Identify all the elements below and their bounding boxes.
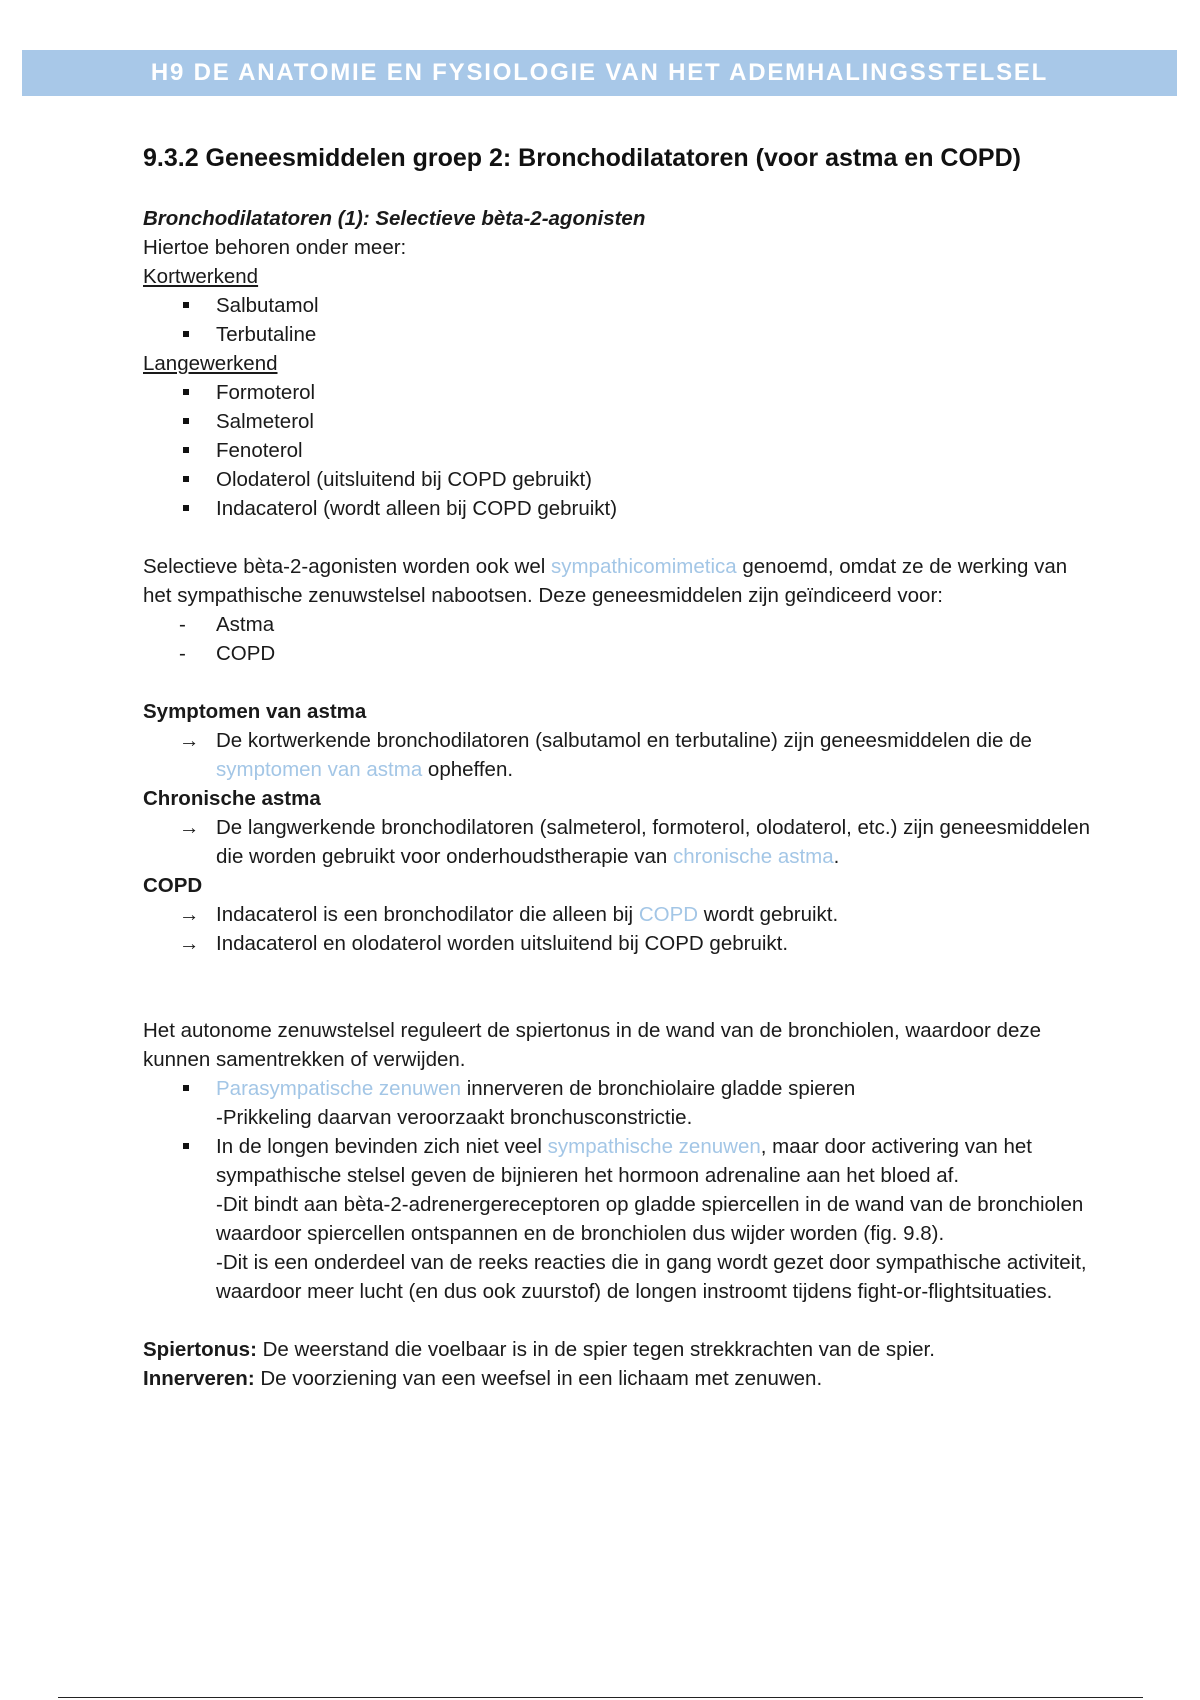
definition-innerveren: Innerveren: De voorziening van een weefsel in een lichaam met zenuwen. (143, 1367, 823, 1390)
highlight-term: COPD (638, 903, 699, 926)
chronic-heading: Chronische astma (143, 787, 321, 810)
highlight-term: sympathische zenuwen (547, 1135, 761, 1158)
arrow-icon: → (179, 816, 200, 839)
list-item: Salmeterol (143, 407, 1093, 436)
page-content (143, 140, 1093, 1393)
sympathicomimetica-paragraph: Selectieve bèta-2-agonisten worden ook wel sympathicomimetica genoemd, omdat ze de werking van het sympathische zenuwstelsel nabootsen. Deze geneesmiddelen zijn geïndiceerd voor: (143, 555, 1068, 607)
list-item: Indacaterol (wordt alleen bij COPD gebruikt) (143, 494, 1093, 523)
long-acting-label: Langewerkend (143, 352, 278, 375)
list-item: - Astma (179, 613, 275, 636)
subsection-title: Bronchodilatatoren (1): Selectieve bèta-2-agonisten (143, 207, 646, 230)
long-acting-list (143, 378, 1093, 523)
symptoms-heading: Symptomen van astma (143, 700, 367, 723)
list-item: → De kortwerkende bronchodilatoren (salbutamol en terbutaline) zijn geneesmiddelen die de symptomen van astma opheffen. (143, 726, 1093, 784)
list-item: Formoterol (143, 378, 1093, 407)
copd-heading: COPD (143, 874, 203, 897)
indications-list (143, 610, 1093, 668)
short-acting-list (143, 291, 1093, 349)
short-acting-label: Kortwerkend (143, 265, 259, 288)
definition-spiertonus: Spiertonus: De weerstand die voelbaar is in de spier tegen strekkrachten van de spier. (143, 1338, 935, 1361)
list-item: → Indacaterol en olodaterol worden uitsluitend bij COPD gebruikt. (143, 929, 1093, 958)
chapter-banner (22, 50, 1177, 96)
arrow-icon: → (179, 903, 200, 926)
highlight-term: Parasympatische zenuwen (216, 1077, 461, 1100)
list-item: - COPD (179, 642, 276, 665)
list-item: Olodaterol (uitsluitend bij COPD gebruikt) (143, 465, 1093, 494)
list-item: → De langwerkende bronchodilatoren (salmeterol, formoterol, olodaterol, etc.) zijn geneesmiddelen die worden gebruikt voor onderhoudstherapie van chronische astma. (143, 813, 1093, 871)
highlight-term: symptomen van astma (216, 758, 423, 781)
chapter-title: H9 DE ANATOMIE EN FYSIOLOGIE VAN HET ADEMHALINGSSTELSEL (150, 59, 1049, 86)
arrow-icon: → (179, 729, 200, 752)
highlight-term: chronische astma (673, 845, 834, 868)
arrow-icon: → (179, 932, 200, 955)
autonomic-intro: Het autonome zenuwstelsel reguleert de spiertonus in de wand van de bronchiolen, waardoor deze kunnen samentrekken of verwijden. (143, 1019, 1042, 1071)
list-item: Fenoterol (143, 436, 1093, 465)
list-item: Salbutamol (143, 291, 1093, 320)
autonomic-list (143, 1074, 1093, 1306)
list-item: In de longen bevinden zich niet veel sympathische zenuwen, maar door activering van het sympathische stelsel geven de bijnieren het hormoon adrenaline aan het bloed af. -Dit bindt aan bèta-2-adrenergereceptoren op gladde spiercellen in de wand van de bronchiolen waardoor spiercellen ontspannen en de bronchiolen dus wijder worden (fig. 9.8). -Dit is een onderdeel van de reeks reacties die in gang wordt gezet door sympathische activiteit, waardoor meer lucht (en dus ook zuurstof) de longen instroomt tijdens fight-or-flightsituaties. (143, 1132, 1093, 1306)
footer-divider (58, 1697, 1143, 1698)
list-item: Terbutaline (143, 320, 1093, 349)
list-item: Parasympatische zenuwen innerveren de bronchiolaire gladde spieren -Prikkeling daarvan veroorzaakt bronchusconstrictie. (143, 1074, 1093, 1132)
section-title: 9.3.2 Geneesmiddelen groep 2: Bronchodilatatoren (voor astma en COPD) (143, 144, 1021, 172)
intro-text: Hiertoe behoren onder meer: (143, 236, 407, 259)
list-item: → Indacaterol is een bronchodilator die alleen bij COPD wordt gebruikt. (143, 900, 1093, 929)
highlight-term: sympathicomimetica (550, 555, 737, 578)
